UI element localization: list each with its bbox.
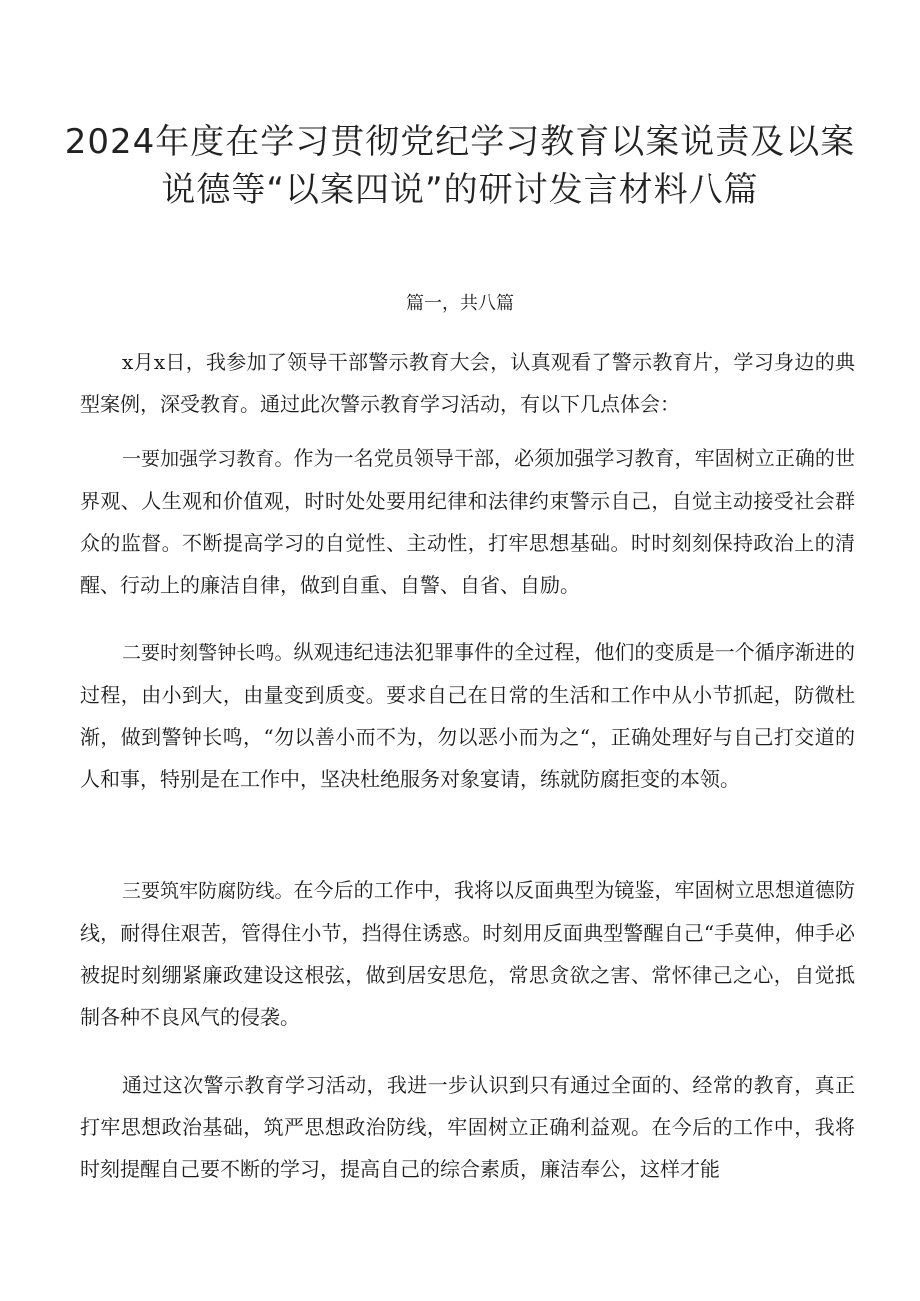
paragraph-text: 作为一名党员领导干部，必须加强学习教育，牢固树立正确的世界观、人生观和价值观，时时处处要用纪律和法律约束警示自己，自觉主动接受社会群众的监督。不断提高学习的自觉性、主动性，打牢思想基础。时时刻刻保持政治上的清醒、行动上的廉洁自律，做到自重、自警、自省、自励。 [80,446,855,597]
title-line-1: 2024年度在学习贯彻党纪学习教育以案说责及以案 [64,122,856,162]
paragraph-conclusion [80,1064,855,1190]
paragraph-text: 纵观违纪违法犯罪事件的全过程，他们的变质是一个循序渐进的过程，由小到大，由量变到质变。要求自己在日常的生活和工作中从小节抓起，防微杜渐，做到警钟长鸣，“勿以善小而不为，勿以恶小而为之“，正确处理好与自己打交道的人和事，特别是在工作中，坚决杜绝服务对象宴请，练就防腐拒变的本领。 [80,640,855,791]
paragraph-text: 在今后的工作中，我将以反面典型为镜鉴，牢固树立思想道德防线，耐得住艰苦，管得住小节，挡得住诱惑。时刻用反面典型警醒自己“手莫伸，伸手必被捉时刻绷紧廉政建设这根弦，做到居安思危，常思贪欲之害、常怀律己之心，自觉抵制各种不良风气的侵袭。 [80,878,855,1029]
paragraph-point-1 [80,437,855,606]
paragraph-lead: 二要时刻警钟长鸣。 [122,642,294,664]
paragraph-intro [80,341,855,425]
paragraph-text: 通过这次警示教育学习活动，我进一步认识到只有通过全面的、经常的教育，真正打牢思想政治基础，筑严思想政治防线，牢固树立正确利益观。在今后的工作中，我将时刻提醒自己要不断的学习，提高自己的综合素质，廉洁奉公，这样才能 [80,1073,855,1181]
document-title [60,118,860,214]
paragraph-text: x月x日，我参加了领导干部警示教育大会，认真观看了警示教育片，学习身边的典型案例，深受教育。通过此次警示教育学习活动，有以下几点体会： [80,350,855,416]
paragraph-lead: 一要加强学习教育。 [122,448,294,470]
paragraph-lead: 三要筑牢防腐防线。 [122,880,294,902]
paragraph-point-3 [80,869,855,1038]
title-line-2: 说德等“以案四说”的研讨发言材料八篇 [161,170,759,210]
section-subtitle: 篇一，共八篇 [406,293,514,314]
paragraph-point-2 [80,631,855,800]
